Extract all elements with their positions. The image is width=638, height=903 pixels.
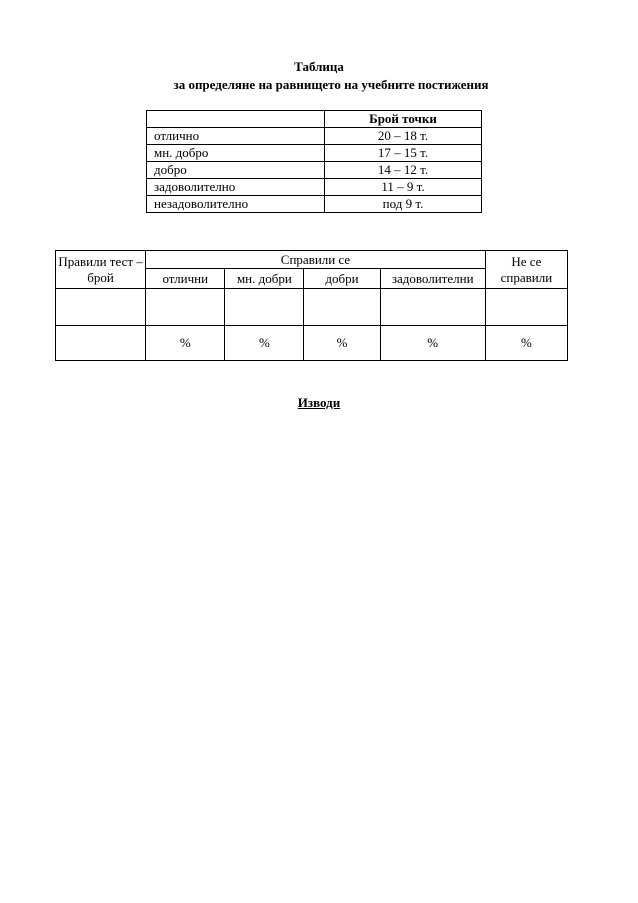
points-range: 20 – 18 т. <box>325 128 482 145</box>
count-cell <box>225 289 304 326</box>
passed-header: Справили се <box>146 251 486 269</box>
good-header: добри <box>304 269 380 289</box>
score-table-empty-header <box>147 111 325 128</box>
grade-label: добро <box>147 162 325 179</box>
points-range: 11 – 9 т. <box>325 179 482 196</box>
satisfactory-header: задоволителни <box>380 269 485 289</box>
count-cell <box>485 289 567 326</box>
count-cell <box>56 289 146 326</box>
document-title: Таблица <box>294 59 344 74</box>
tests-count-header: Правили тест – брой <box>56 251 146 289</box>
very-good-header: мн. добри <box>225 269 304 289</box>
percent-cell: % <box>485 326 567 361</box>
points-header: Брой точки <box>325 111 482 128</box>
score-table <box>146 110 482 213</box>
percent-cell: % <box>225 326 304 361</box>
results-header-row <box>56 251 568 269</box>
points-range: под 9 т. <box>325 196 482 213</box>
table-row <box>56 326 568 361</box>
table-row <box>147 196 482 213</box>
grade-label: незадоволително <box>147 196 325 213</box>
table-row <box>147 145 482 162</box>
table-row <box>147 128 482 145</box>
excellent-header: отлични <box>146 269 225 289</box>
count-cell <box>146 289 225 326</box>
table-row <box>147 162 482 179</box>
percent-cell-empty <box>56 326 146 361</box>
grade-label: задоволително <box>147 179 325 196</box>
conclusions-heading: Изводи <box>297 395 341 410</box>
grade-label: мн. добро <box>147 145 325 162</box>
document-subtitle: за определяне на равнището на учебните постижения <box>173 77 489 92</box>
points-range: 14 – 12 т. <box>325 162 482 179</box>
count-cell <box>380 289 485 326</box>
grade-label: отлично <box>147 128 325 145</box>
percent-cell: % <box>146 326 225 361</box>
score-table-header-row <box>147 111 482 128</box>
percent-cell: % <box>380 326 485 361</box>
percent-cell: % <box>304 326 380 361</box>
results-table <box>55 250 568 361</box>
failed-header: Не се справили <box>485 251 567 289</box>
points-range: 17 – 15 т. <box>325 145 482 162</box>
table-row <box>56 289 568 326</box>
count-cell <box>304 289 380 326</box>
table-row <box>147 179 482 196</box>
